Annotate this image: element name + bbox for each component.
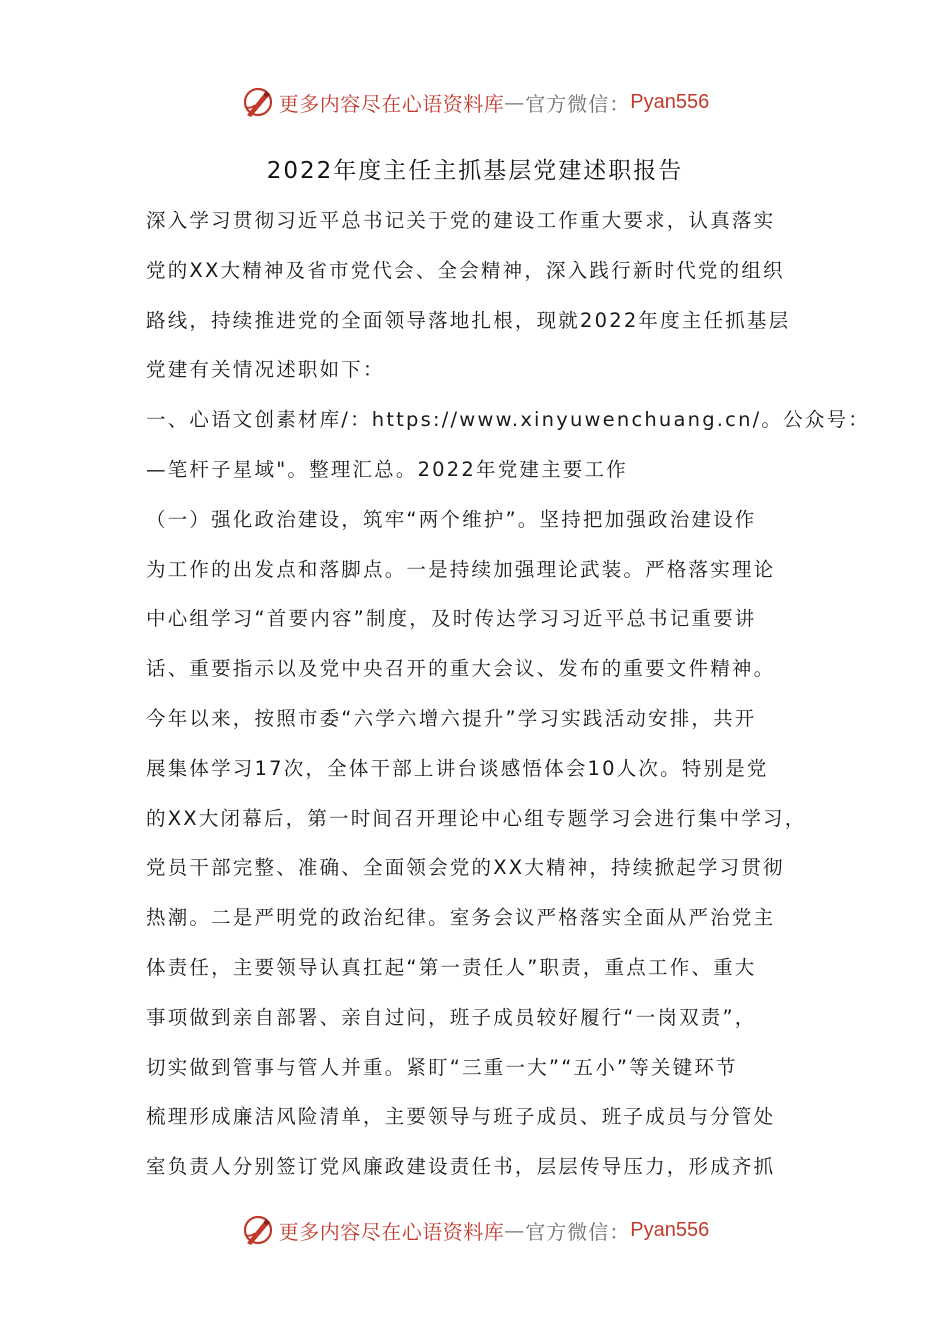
watermark-brand: 更多内容尽在心语资料库: [278, 91, 505, 116]
document-title: 2022年度主任主抓基层党建述职报告: [266, 158, 684, 184]
body-line: 的XX大闭幕后，第一时间召开理论中心组专题学习会进行集中学习，: [146, 806, 807, 830]
body-line: 中心组学习“首要内容”制度，及时传达学习习近平总书记重要讲: [146, 607, 757, 631]
body-line: （一）强化政治建设，筑牢“两个维护”。坚持把加强政治建设作: [146, 507, 757, 531]
body-line: 展集体学习17次，全体干部上讲台谈感悟体会10人次。特别是党: [146, 756, 769, 780]
body-line: 党的XX大精神及省市党代会、全会精神，深入践行新时代党的组织: [146, 258, 785, 282]
body-line: 热潮。二是严明党的政治纪律。室务会议严格落实全面从严治党主: [146, 906, 776, 930]
body-line: 室负责人分别签订党风廉政建设责任书，层层传导压力，形成齐抓: [146, 1155, 776, 1179]
body-line: 为工作的出发点和落脚点。一是持续加强理论武装。严格落实理论: [146, 557, 776, 581]
body-line: 路线，持续推进党的全面领导落地扎根，现就2022年度主任抓基层: [146, 308, 791, 332]
body-line: 深入学习贯彻习近平总书记关于党的建设工作重大要求，认真落实: [146, 209, 776, 232]
body-line: 今年以来，按照市委“六学六增六提升”学习实践活动安排，共开: [146, 706, 757, 730]
pen-logo-icon: [241, 1213, 275, 1247]
body-line: 话、重要指示以及党中央召开的重大会议、发布的重要文件精神。: [146, 657, 776, 681]
body-line: 体责任，主要领导认真扛起“第一责任人”职责，重点工作、重大: [146, 955, 757, 979]
body-line: 一、心语文创素材库/：https://www.xinyuwenchuang.cn/。公众号：: [146, 408, 870, 432]
watermark-suffix: 官方微信：: [525, 1219, 631, 1244]
body-line: —笔杆子星域"。整理汇总。2022年党建主要工作: [146, 457, 628, 481]
document-body: [146, 196, 870, 1192]
body-line: 切实做到管事与管人并重。紧盯“三重一大”“五小”等关键环节: [146, 1055, 738, 1079]
body-line: 事项做到亲自部署、亲自过问，班子成员较好履行“一岗双责”，: [146, 1005, 757, 1029]
body-line: 党建有关情况述职如下：: [146, 358, 385, 382]
watermark-suffix: 官方微信：: [525, 91, 631, 116]
watermark-dash: —: [504, 90, 526, 114]
header-watermark: [0, 82, 950, 122]
footer-watermark: [0, 1210, 950, 1250]
body-line: 梳理形成廉洁风险清单，主要领导与班子成员、班子成员与分管处: [146, 1105, 776, 1129]
watermark-dash: —: [504, 1218, 526, 1242]
pen-logo-icon: [241, 85, 275, 119]
watermark-id: Pyan556: [630, 90, 710, 113]
watermark-id: Pyan556: [630, 1218, 710, 1241]
watermark-brand: 更多内容尽在心语资料库: [278, 1219, 505, 1244]
body-line: 党员干部完整、准确、全面领会党的XX大精神，持续掀起学习贯彻: [146, 856, 785, 880]
